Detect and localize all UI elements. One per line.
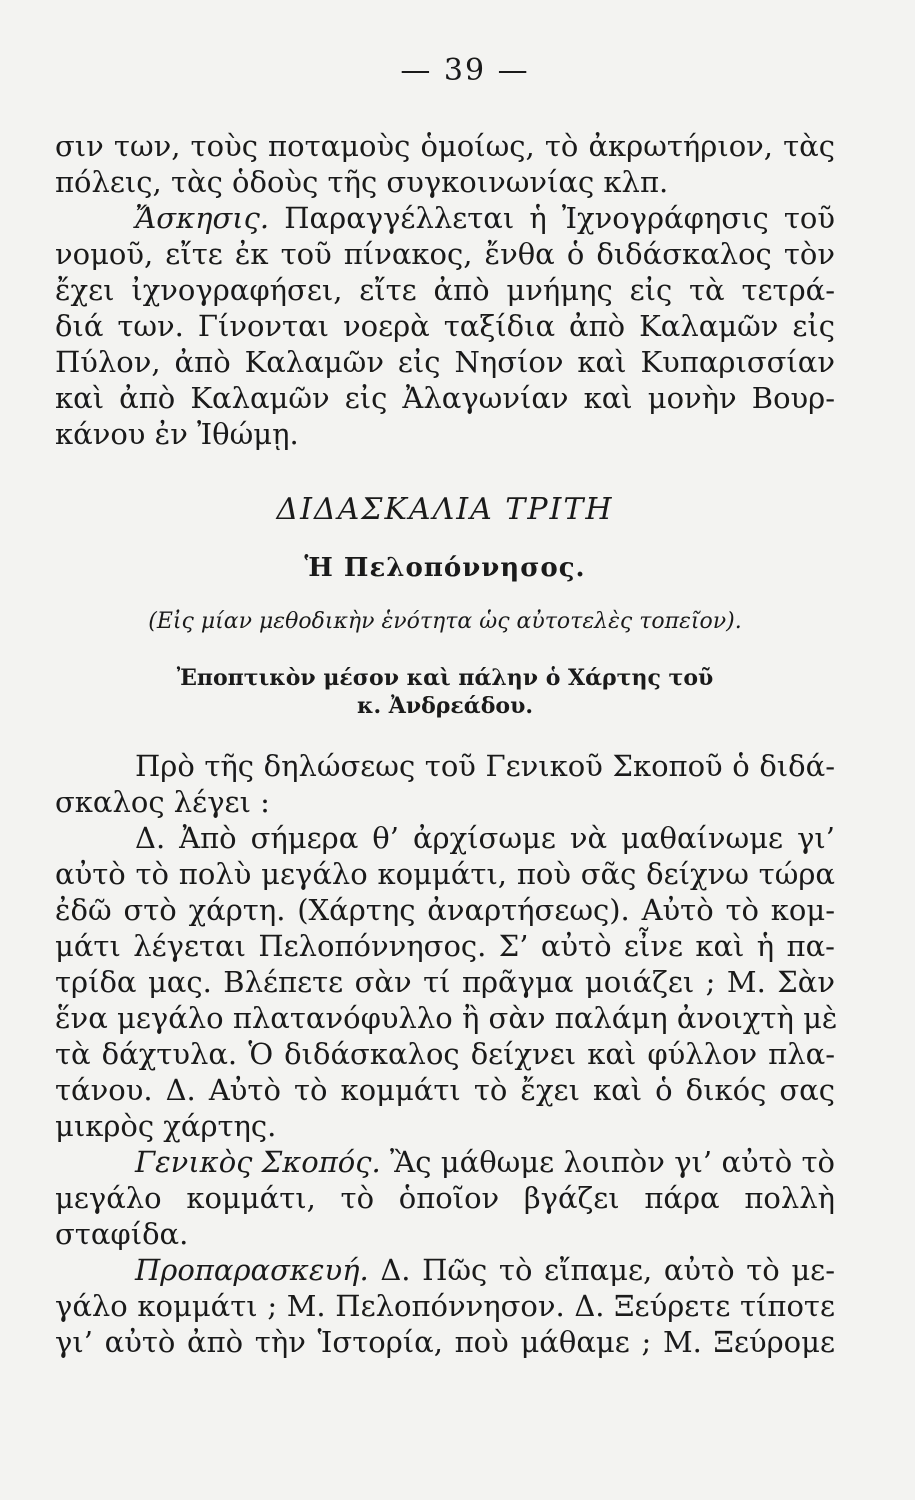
text-line: ἐδῶ στὸ χάρτη. (Χάρτης ἀναρτήσεως). Αὐτὸ τὸ κομ- [55, 893, 835, 927]
lesson-title: Ἡ Πελοπόννησος. [304, 553, 586, 583]
text-line: μάτι λέγεται Πελοπόννησος. Σ’ αὐτὸ εἶνε καὶ ἡ πα- [55, 929, 835, 963]
text-line: κάνου ἐν Ἰθώμῃ. [55, 417, 299, 451]
preparation-label: Προπαρασκευή. [135, 1253, 369, 1287]
text-line [55, 1252, 835, 1288]
text-line: τὰ δάχτυλα. Ὁ διδάσκαλος δείχνει καὶ φύλλον πλα- [55, 1037, 835, 1071]
text-line: νομοῦ, εἴτε ἐκ τοῦ πίνακος, ἔνθα ὁ διδάσκαλος τὸν [55, 237, 835, 271]
text-line: τρίδα μας. Βλέπετε σὰν τί πρᾶγμα μοιάζει ; Μ. Σὰν [55, 965, 835, 999]
text-line: σκαλος λέγει : [55, 785, 270, 819]
text-line: καὶ ἀπὸ Καλαμῶν εἰς Ἀλαγωνίαν καὶ μονὴν Βουρ- [55, 381, 835, 415]
page-number: — 39 — [400, 53, 530, 88]
text-line: ἔχει ἰχνογραφήσει, εἴτε ἀπὸ μνήμης εἰς τὰ τετρά- [55, 273, 835, 307]
dialogue-paragraph [55, 820, 838, 1144]
general-aim-paragraph [55, 1144, 835, 1252]
text-line: μεγάλο κομμάτι, τὸ ὁποῖον βγάζει πάρα πολλὴ [55, 1181, 835, 1215]
text-line: μικρὸς χάρτης. [55, 1109, 277, 1143]
text-line [55, 200, 835, 236]
spacer [55, 720, 835, 748]
preparation-paragraph [55, 1252, 835, 1360]
text-line: αὐτὸ τὸ πολὺ μεγάλο κομμάτι, ποὺ σᾶς δείχνω τώρα [55, 857, 835, 891]
exercise-first-line: Παραγγέλλεται ἡ Ἰχνογράφησις τοῦ [284, 201, 836, 235]
preparation-first-line: Δ. Πῶς τὸ εἴπαμε, αὐτὸ τὸ με- [380, 1253, 835, 1287]
paragraph-continuation [55, 128, 835, 200]
lesson-note: (Εἰς μίαν μεθοδικὴν ἑνότητα ὡς αὐτοτελὲς τοπεῖον). [148, 609, 742, 634]
intro-paragraph [55, 748, 835, 820]
materials-block [55, 664, 835, 720]
text-line: τάνου. Δ. Αὐτὸ τὸ κομμάτι τὸ ἔχει καὶ ὁ δικός σας [55, 1073, 835, 1107]
text-line: Δ. Ἀπὸ σήμερα θ’ ἀρχίσωμε νὰ μαθαίνωμε γι’ [135, 821, 835, 855]
exercise-label: Ἄσκησις. [135, 201, 270, 235]
text-line: σιν των, τοὺς ποταμοὺς ὁμοίως, τὸ ἀκρωτήριον, τὰς [55, 129, 835, 163]
text-line: Πρὸ τῆς δηλώσεως τοῦ Γενικοῦ Σκοποῦ ὁ διδά- [135, 749, 835, 783]
text-line: πόλεις, τὰς ὁδοὺς τῆς συγκοινωνίας κλπ. [55, 165, 669, 199]
exercise-paragraph [55, 200, 835, 452]
general-aim-first-line: Ἂς μάθωμε λοιπὸν γι’ αὐτὸ τὸ [390, 1145, 835, 1179]
materials-line: κ. Ἀνδρεάδου. [356, 693, 534, 719]
text-line [55, 1144, 835, 1180]
text-line: σταφίδα. [55, 1217, 189, 1251]
text-line: Πύλον, ἀπὸ Καλαμῶν εἰς Νησίον καὶ Κυπαρισσίαν [55, 345, 835, 379]
text-line: ἕνα μεγάλο πλατανόφυλλο ἢ σὰν παλάμη ἀνοιχτὴ μὲ [55, 1001, 838, 1035]
text-line: γι’ αὐτὸ ἀπὸ τὴν Ἱστορία, ποὺ μάθαμε ; Μ. Ξεύρομε [55, 1325, 835, 1359]
materials-line: Ἐποπτικὸν μέσον καὶ πάλην ὁ Χάρτης τοῦ [176, 665, 714, 691]
text-line: διά των. Γίνονται νοερὰ ταξίδια ἀπὸ Καλαμῶν εἰς [55, 309, 835, 343]
general-aim-label: Γενικὸς Σκοπός. [135, 1145, 381, 1179]
lesson-heading: ΔΙΔΑΣΚΑΛΙΑ ΤΡΙΤΗ [276, 492, 614, 527]
text-line: γάλο κομμάτι ; Μ. Πελοπόννησον. Δ. Ξεύρετε τίποτε [55, 1289, 835, 1323]
book-page [55, 45, 838, 1360]
